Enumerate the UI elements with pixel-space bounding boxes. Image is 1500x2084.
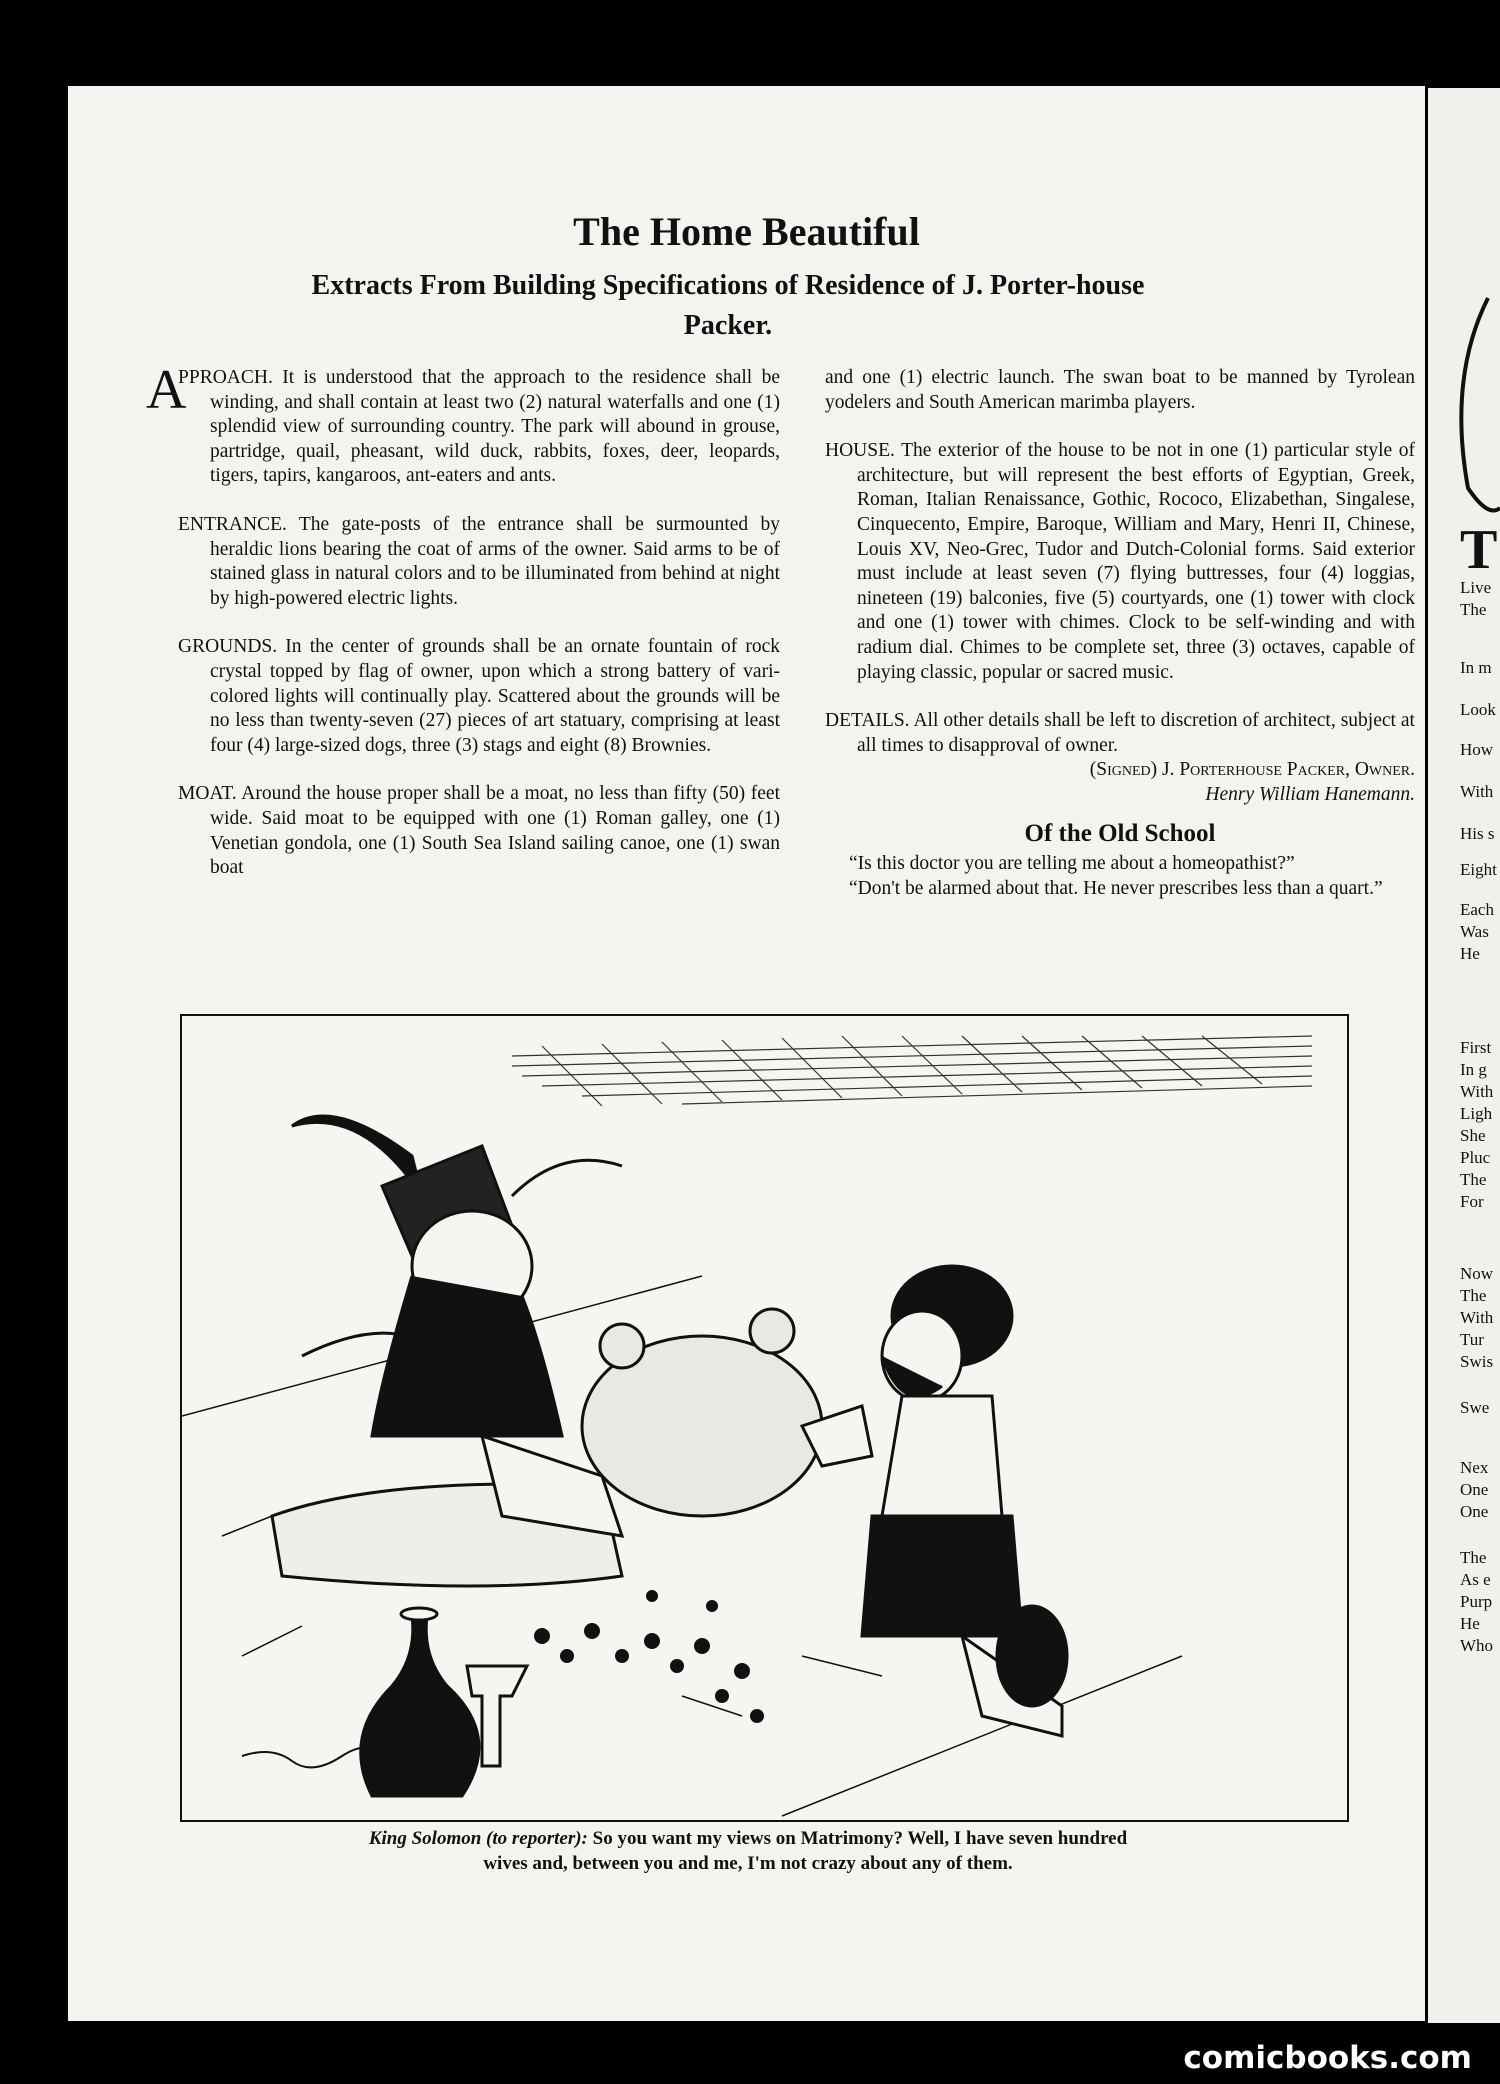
hatched-sky — [512, 1036, 1312, 1106]
joke-line-1: “Is this doctor you are telling me about a homeopathist?” — [849, 853, 1295, 875]
entrance-heading: ENTRANCE. — [178, 513, 287, 535]
facing-page-line: Look — [1460, 700, 1496, 719]
approach-paragraph — [146, 359, 780, 489]
details-heading: DETAILS. — [825, 710, 910, 732]
facing-page-edge — [1428, 88, 1500, 2023]
signature-line: (Signed) J. Porterhouse Packer, Owner. — [1089, 759, 1415, 781]
cartoon-drawing — [182, 1016, 1347, 1820]
details-text: All other details shall be left to discretion of architect, subject at all times to disapproval of owner. — [857, 710, 1415, 756]
facing-page-line: Live — [1460, 578, 1492, 597]
facing-page-line: Ligh — [1460, 1104, 1493, 1123]
facing-page-line: One — [1460, 1480, 1489, 1499]
facing-page-line: Was — [1460, 922, 1489, 941]
facing-page-line: With — [1460, 1308, 1494, 1327]
facing-page-line: She — [1460, 1126, 1486, 1145]
article-title: The Home Beautiful — [573, 209, 920, 254]
facing-page-line: One — [1460, 1502, 1489, 1521]
details-paragraph — [825, 709, 1415, 758]
facing-page-line: The — [1460, 1548, 1487, 1567]
facing-page-line: In m — [1460, 658, 1492, 677]
house-text: The exterior of the house to be not in one (1) particular style of architecture, but will represent the best efforts of Egyptian, Greek, Roman, Italian Renaissance, Gothic, Rococo, Elizabethan, Singalese, Cinquecento, Empire, Baroque, William and Mary, Henri II, Chinese, Louis XV, Neo-Grec, Tudor and Dutch-Colonial forms. Said exterior must include at least seven (7) flying buttresses, four (4) loggias, nineteen (19) balconies, five (5) courtyards, one (1) tower with clock and one (1) tower with chimes. Clock to be self-winding and with radium dial. Chimes to be complete set, three (3) octaves, capable of playing classic, popular or sacred music. — [857, 440, 1415, 683]
facing-page-line: With — [1460, 782, 1494, 801]
facing-page-line: Now — [1460, 1264, 1494, 1283]
facing-page-line: The — [1460, 600, 1487, 619]
facing-page-dropcap: T — [1460, 519, 1498, 581]
caption-text: So you want my views on Matrimony? Well, I have seven hundred wives and, between you and me, I'm not crazy about any of them. — [483, 1828, 1128, 1874]
facing-page-drawing — [1428, 258, 1500, 518]
approach-text: It is understood that the approach to the residence shall be winding, and shall contain at least two (2) natural waterfalls and one (1) splendid view of surrounding country. The park will abound in grouse, partridge, quail, pheasant, wild duck, rabbits, foxes, deer, leopards, tigers, tapirs, kangaroos, ant-eaters and ants. — [210, 367, 780, 487]
scattered-jewels — [534, 1590, 764, 1723]
facing-page-line: Who — [1460, 1636, 1494, 1655]
moat-continued: and one (1) electric launch. The swan boat to be manned by Tyrolean yodelers and South American marimba players. — [825, 367, 1415, 413]
king-figure — [272, 1116, 622, 1586]
moat-paragraph — [178, 782, 780, 880]
facing-page-line: With — [1460, 1082, 1494, 1101]
facing-page-line: How — [1460, 740, 1494, 759]
drop-cap: A — [146, 359, 187, 421]
article-subtitle: Extracts From Building Specifications of Residence of J. Porter-house Packer. — [311, 270, 1145, 341]
text-column-right — [825, 366, 1415, 901]
facing-page-line: Purp — [1460, 1592, 1493, 1611]
moat-heading: MOAT. — [178, 783, 237, 805]
facing-page-line: Nex — [1460, 1458, 1489, 1477]
bear-rug — [582, 1309, 822, 1516]
joke-title: Of the Old School — [1024, 819, 1216, 847]
facing-page-line: Each — [1460, 900, 1494, 919]
text-column-left — [146, 359, 780, 905]
facing-page-line: Eight — [1460, 860, 1497, 879]
cartoon-illustration — [180, 1014, 1349, 1822]
grounds-heading: GROUNDS. — [178, 636, 278, 658]
facing-page-line: Pluc — [1460, 1148, 1491, 1167]
grounds-text: In the center of grounds shall be an ornate fountain of rock crystal topped by flag of owner, upon which a strong battery of vari-colored lights will continually play. Scattered about the grounds will be no less than twenty-seven (27) pieces of art statuary, comprising at least four (4) large-sized dogs, three (3) stags and eight (8) Brownies. — [210, 636, 780, 756]
facing-page-line: In g — [1460, 1060, 1487, 1079]
facing-page-line: First — [1460, 1038, 1492, 1057]
facing-page-line: The — [1460, 1170, 1487, 1189]
facing-page-line: Swe — [1460, 1398, 1490, 1417]
moat-text: Around the house proper shall be a moat, no less than fifty (50) feet wide. Said moat to be equipped with one (1) Roman galley, one (1) Venetian gondola, one (1) South Sea Island sailing canoe, one (1) swan boat — [210, 783, 780, 879]
facing-page-line: Tur — [1460, 1330, 1484, 1349]
joke-line-2: “Don't be alarmed about that. He never prescribes less than a quart.” — [849, 877, 1383, 899]
facing-page-line: He — [1460, 944, 1480, 963]
entrance-text: The gate-posts of the entrance shall be surmounted by heraldic lions bearing the coat of arms of the owner. Said arms to be of stained glass in natural colors and to be illuminated from behind at night by high-powered electric lights. — [210, 513, 780, 609]
house-heading: HOUSE. — [825, 440, 895, 462]
approach-heading: PPROACH. — [178, 367, 273, 388]
cartoon-caption — [348, 1826, 1148, 1876]
caption-speaker: King Solomon (to reporter): — [368, 1828, 588, 1849]
magazine-page — [68, 86, 1425, 2021]
site-watermark: comicbooks.com — [1183, 2040, 1472, 2076]
facing-page-line: His s — [1460, 824, 1495, 843]
entrance-paragraph — [178, 513, 780, 611]
facing-page-line: Swis — [1460, 1352, 1494, 1371]
author-credit: Henry William Hanemann. — [1205, 783, 1415, 805]
grounds-paragraph — [178, 635, 780, 758]
house-paragraph — [825, 439, 1415, 685]
facing-page-line: The — [1460, 1286, 1487, 1305]
facing-page-line: He — [1460, 1614, 1480, 1633]
facing-page-line: As e — [1460, 1570, 1491, 1589]
facing-page-line: For — [1460, 1192, 1484, 1211]
